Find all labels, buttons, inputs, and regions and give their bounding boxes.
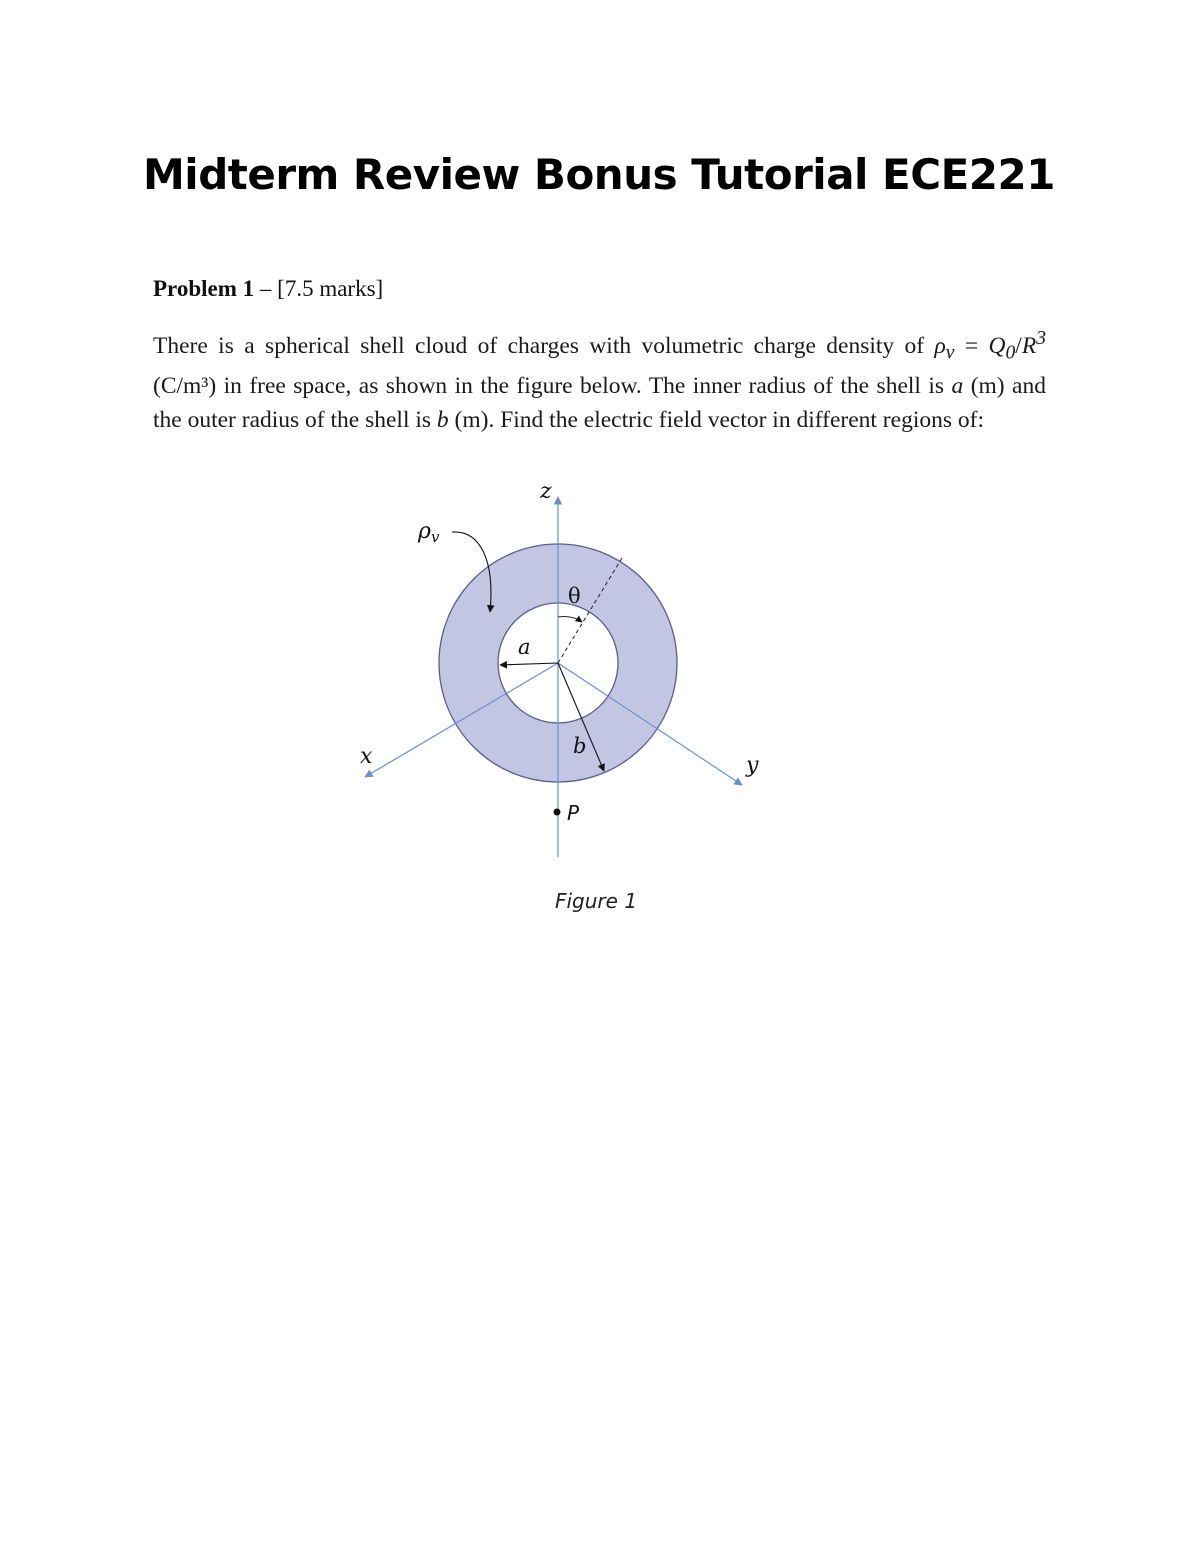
statement-text: There is a spherical shell cloud of charges with volumetric charge density of xyxy=(153,332,935,359)
q-symbol: $Q_0$ xyxy=(988,332,1016,364)
problem-label: Problem 1 xyxy=(153,276,255,301)
y-label: y xyxy=(746,753,759,778)
theta-label: θ xyxy=(568,584,581,608)
p-label: P xyxy=(567,801,580,825)
b-label: b xyxy=(573,734,587,758)
statement-text: (m). Find the electric field vector in different regions of: xyxy=(448,406,984,433)
z-label: z xyxy=(540,479,552,504)
figure-caption: Figure 1 xyxy=(555,889,638,913)
units-text: (C/m³) in free space, as shown in the figure below. The inner radius of the shell is xyxy=(153,373,952,400)
equals-sign: = xyxy=(954,332,989,359)
problem-dash: – xyxy=(254,276,278,301)
b-symbol: b xyxy=(436,406,449,433)
a-symbol: a xyxy=(951,373,964,400)
r-symbol: $R^3$ xyxy=(1021,328,1046,359)
rho-label: ρv xyxy=(418,519,440,546)
page-title: Midterm Review Bonus Tutorial ECE221 xyxy=(143,150,1055,199)
a-label: a xyxy=(518,635,531,659)
slash: / xyxy=(1015,332,1022,359)
statement-text: (m) and the outer radius of the shell is xyxy=(153,373,1046,433)
problem-marks: [7.5 marks] xyxy=(277,276,384,301)
point-p xyxy=(554,809,561,816)
x-label: x xyxy=(360,744,373,769)
rho-symbol: $\rho_v$ xyxy=(934,332,955,364)
